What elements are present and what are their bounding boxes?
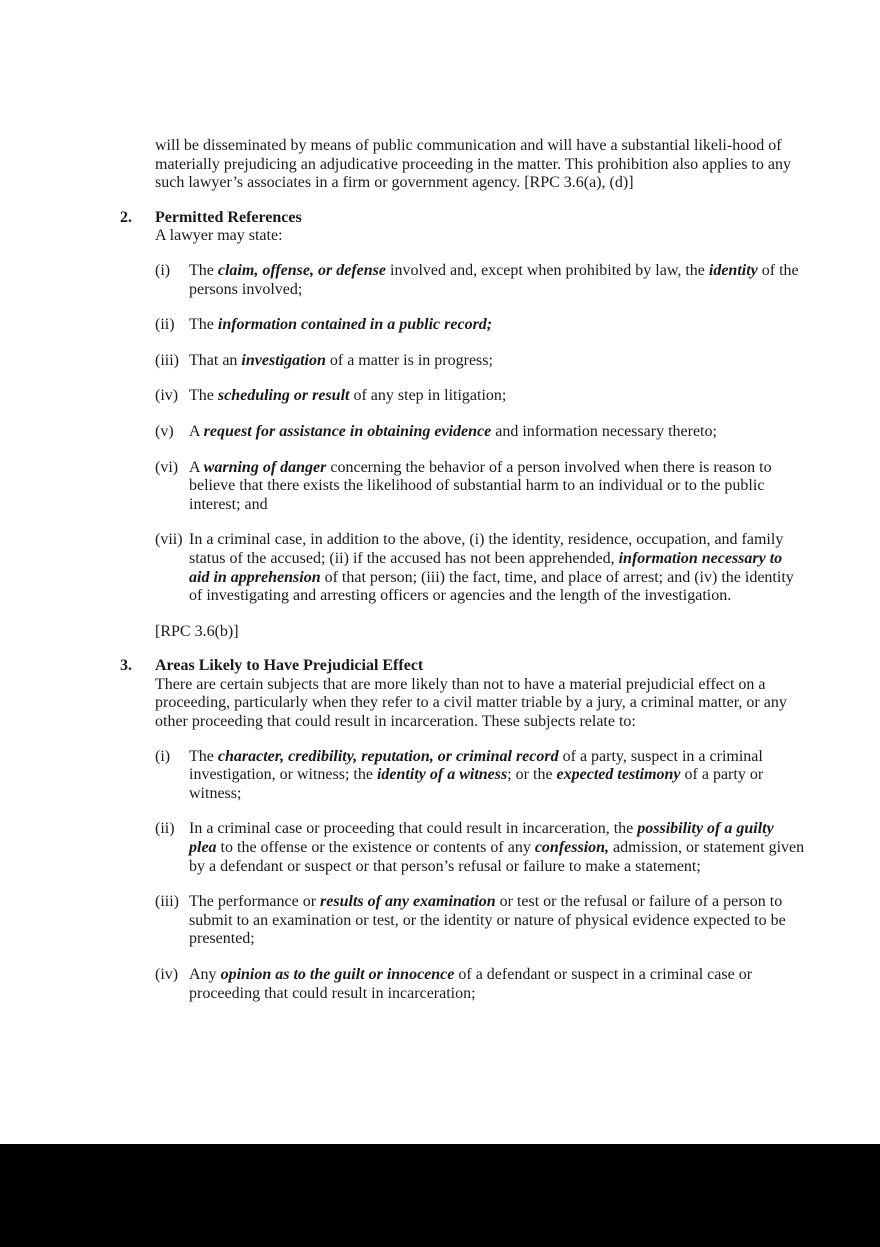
item-text xyxy=(189,893,786,947)
list-item xyxy=(155,387,805,406)
list-item xyxy=(155,531,805,605)
text-run: The performance or xyxy=(189,893,321,911)
emphasized-term: identity of a witness xyxy=(376,766,508,784)
emphasized-term: results of any examination xyxy=(320,893,496,911)
text-run: of a party, suspect in a criminal investigation, or witness; the xyxy=(189,747,763,784)
list-item xyxy=(155,748,805,804)
item-label: (iv) xyxy=(155,966,179,983)
text-run: of a party or witness; xyxy=(189,766,764,802)
list-item xyxy=(155,316,805,335)
emphasized-term: expected testimony xyxy=(556,766,681,784)
emphasized-term: investigation xyxy=(241,351,326,369)
document-body xyxy=(120,137,805,1020)
list-item xyxy=(155,262,805,299)
emphasized-term: claim, offense, or defense xyxy=(217,261,386,279)
item-list xyxy=(155,748,805,1004)
item-label: (iv) xyxy=(155,387,179,405)
item-text xyxy=(189,531,794,604)
list-item xyxy=(155,352,805,371)
section-title: Permitted References xyxy=(155,208,302,226)
item-label: (iii) xyxy=(155,351,179,369)
emphasized-term: information necessary to aid in apprehension xyxy=(189,549,783,586)
item-text xyxy=(189,966,752,1002)
emphasized-term: character, credibility, reputation, or criminal record xyxy=(217,747,559,765)
intro-text: will be disseminated by means of public communication and will have a substantial likeli-hood of materially prejudicing an adjudicative proceeding in the matter. This prohibition also applies to any such lawyer’s associates in a firm or government agency. [RPC 3.6(a), (d)] xyxy=(155,137,791,192)
emphasized-term: identity xyxy=(708,261,758,279)
item-label: (vi) xyxy=(155,458,179,476)
emphasized-term: information contained in a public record; xyxy=(217,316,493,334)
text-run: of a defendant or suspect in a criminal case or proceeding that could result in incarceration; xyxy=(189,966,753,1002)
text-run: The xyxy=(189,316,218,334)
item-text xyxy=(189,820,804,874)
section-title: Areas Likely to Have Prejudicial Effect xyxy=(155,657,424,675)
item-text xyxy=(189,748,763,802)
text-run: of a matter is in progress; xyxy=(325,351,493,369)
item-text xyxy=(189,262,799,298)
item-label: (ii) xyxy=(155,316,175,334)
item-label: (ii) xyxy=(155,820,175,838)
list-item xyxy=(155,893,805,949)
list-item xyxy=(155,966,805,1003)
text-run: ; or the xyxy=(507,766,557,784)
text-run: A xyxy=(189,422,204,440)
item-label: (i) xyxy=(155,747,171,765)
text-run: A xyxy=(189,458,204,476)
text-run: involved and, except when prohibited by law, the xyxy=(386,261,709,279)
emphasized-term: possibility of a guilty plea xyxy=(189,820,774,857)
text-run: In a criminal case or proceeding that could result in incarceration, the xyxy=(189,820,638,838)
text-run: Any xyxy=(189,966,221,983)
item-label: (v) xyxy=(155,422,174,440)
text-run: or test or the refusal or failure of a person to submit to an examination or test, or the identity or nature of physical evidence expected to be presented; xyxy=(189,893,786,948)
item-text xyxy=(189,459,772,513)
list-item xyxy=(155,459,805,515)
section-number: 3. xyxy=(120,657,132,675)
text-run: The xyxy=(189,261,218,279)
citation: [RPC 3.6(b)] xyxy=(155,622,239,640)
text-run: concerning the behavior of a person involved when there is reason to believe that there exists the likelihood of substantial harm to an individual or to the public interest; and xyxy=(189,458,772,513)
item-text xyxy=(189,316,492,333)
item-label: (i) xyxy=(155,261,171,279)
item-text xyxy=(189,387,506,404)
text-run: of any step in litigation; xyxy=(349,387,507,405)
emphasized-term: opinion as to the guilt or innocence xyxy=(220,966,455,983)
emphasized-term: scheduling or result xyxy=(217,387,350,405)
emphasized-term: warning of danger xyxy=(203,458,327,476)
text-run: of the persons involved; xyxy=(189,261,799,298)
item-text xyxy=(189,423,717,440)
section-lead: There are certain subjects that are more likely than not to have a material prejudicial effect on a proceeding, particularly when they refer to a civil matter triable by a jury, a criminal matter, or any other proceeding that could result in incarceration. These subjects relate to: xyxy=(155,675,787,731)
item-label: (vii) xyxy=(155,531,183,549)
emphasized-term: request for assistance in obtaining evidence xyxy=(203,422,492,440)
section-prejudicial-effect xyxy=(120,657,805,1003)
text-run: The xyxy=(189,387,218,405)
text-run: to the offense or the existence or contents of any xyxy=(216,839,535,857)
text-run: and information necessary thereto; xyxy=(491,422,717,440)
text-run: admission, or statement given by a defendant or suspect or that person’s refusal or failure to make a statement; xyxy=(189,839,805,875)
intro-paragraph xyxy=(155,137,805,193)
text-run: of that person; (iii) the fact, time, and place of arrest; and (iv) the identity of investigating and arresting officers or agencies and the length of the investigation. xyxy=(189,568,794,605)
list-item xyxy=(155,423,805,442)
section-lead: A lawyer may state: xyxy=(155,227,283,245)
item-label: (iii) xyxy=(155,893,179,911)
bottom-black-bar xyxy=(0,1144,880,1247)
text-run: In a criminal case, in addition to the above, (i) the identity, residence, occupation, and family status of the accused; (ii) if the accused has not been apprehended, xyxy=(189,531,784,567)
section-number: 2. xyxy=(120,208,132,226)
item-text xyxy=(189,352,493,369)
list-item xyxy=(155,820,805,876)
text-run: The xyxy=(189,747,218,765)
section-permitted-references xyxy=(120,208,805,642)
text-run: That an xyxy=(189,351,242,369)
item-list xyxy=(155,262,805,606)
emphasized-term: confession, xyxy=(534,839,610,857)
